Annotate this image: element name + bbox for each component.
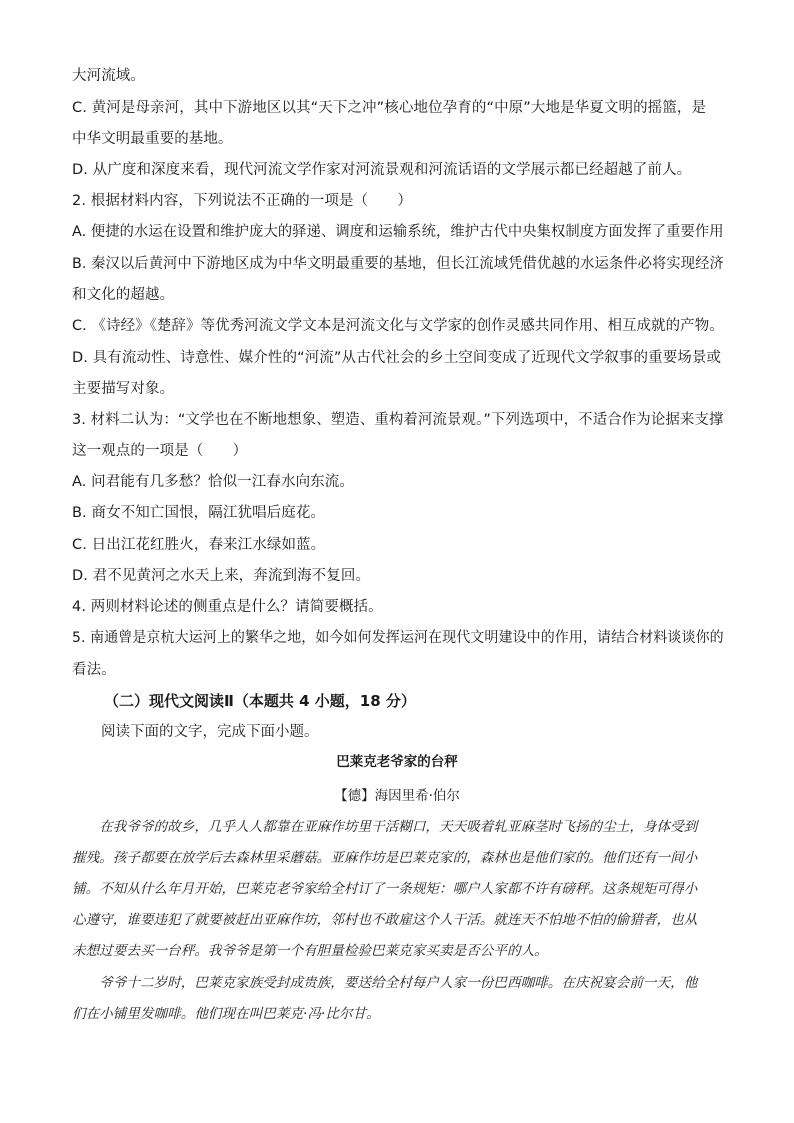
text-line: D. 君不见黄河之水天上来，奔流到海不复回。	[72, 568, 371, 584]
story-line: 摧残。孩子都要在放学后去森林里采蘑菇。亚麻作坊是巴莱克家的，森林也是他们家的。他们还有一间小	[72, 850, 698, 866]
reading-instruction: 阅读下面的文字，完成下面小题。	[101, 724, 319, 740]
text-line: 中华文明最重要的基地。	[72, 131, 233, 147]
text-line: C. 日出江花红胜火，春来江水绿如蓝。	[72, 537, 326, 553]
text-line: 5. 南通曾是京杭大运河上的繁华之地，如今如何发挥运河在现代文明建设中的作用，请结合材料谈谈你的	[72, 630, 724, 646]
text-line: A. 问君能有几多愁？恰似一江春水向东流。	[72, 474, 354, 490]
text-line: 看法。	[72, 662, 116, 678]
text-line: 4. 两则材料论述的侧重点是什么？请简要概括。	[72, 599, 383, 615]
story-line: 在我爷爷的故乡，几乎人人都靠在亚麻作坊里干活糊口，天天吸着轧亚麻茎时飞扬的尘土，身体受到	[72, 819, 698, 835]
text-line: 3. 材料二认为：“文学也在不断地想象、塑造、重构着河流景观。”下列选项中，不适合作为论据来支撑	[72, 412, 724, 428]
story-line: 爷爷十二岁时，巴莱克家族受封成贵族，要送给全村每户人家一份巴西咖啡。在庆祝宴会前一天，他	[72, 975, 698, 991]
text-line: A. 便捷的水运在设置和维护庞大的驿递、调度和运输系统，维护古代中央集权制度方面发挥了重要作用	[72, 224, 724, 240]
text-line: 大河流域。	[72, 68, 145, 84]
story-line: 铺。不知从什么年月开始，巴莱克老爷家给全村订了一条规矩：哪户人家都不许有磅秤。这条规矩可得小	[72, 881, 698, 897]
section-heading: （二）现代文阅读Ⅱ（本题共 4 小题，18 分）	[104, 692, 416, 710]
text-line: 这一观点的一项是（ ）	[72, 443, 248, 459]
text-line: B. 秦汉以后黄河中下游地区成为中华文明最重要的基地，但长江流域凭借优越的水运条件必将实现经济	[72, 256, 724, 272]
story-line: 们在小铺里发咖啡。他们现在叫巴莱克·冯·比尔甘。	[72, 1006, 380, 1022]
text-line: D. 具有流动性、诗意性、媒介性的“河流”从古代社会的乡土空间变成了近现代文学叙事的重要场景或	[72, 350, 722, 366]
story-title: 巴莱克老爷家的台秤	[336, 754, 458, 770]
text-line: 2. 根据材料内容，下列说法不正确的一项是（ ）	[72, 193, 412, 209]
story-author: 【德】海因里希·伯尔	[334, 788, 460, 804]
text-line: 主要描写对象。	[72, 381, 175, 397]
text-line: B. 商女不知亡国恨，隔江犹唱后庭花。	[72, 505, 326, 521]
story-line: 心遵守，谁要违犯了就要被赶出亚麻作坊，邻村也不敢雇这个人干活。就连天不怕地不怕的偷猎者，也从	[72, 912, 698, 928]
text-line: C. 黄河是母亲河，其中下游地区以其“天下之冲”核心地位孕育的“中原”大地是华夏文明的摇篮，是	[72, 100, 707, 116]
text-line: 和文化的超越。	[72, 287, 175, 303]
story-line: 未想过要去买一台秤。我爷爷是第一个有胆量检验巴莱克家买卖是否公平的人。	[72, 943, 548, 959]
text-line: C. 《诗经》《楚辞》等优秀河流文学文本是河流文化与文学家的创作灵感共同作用、相互成就的产物。	[72, 318, 724, 334]
text-line: D. 从广度和深度来看，现代河流文学作家对河流景观和河流话语的文学展示都已经超越了前人。	[72, 162, 692, 178]
